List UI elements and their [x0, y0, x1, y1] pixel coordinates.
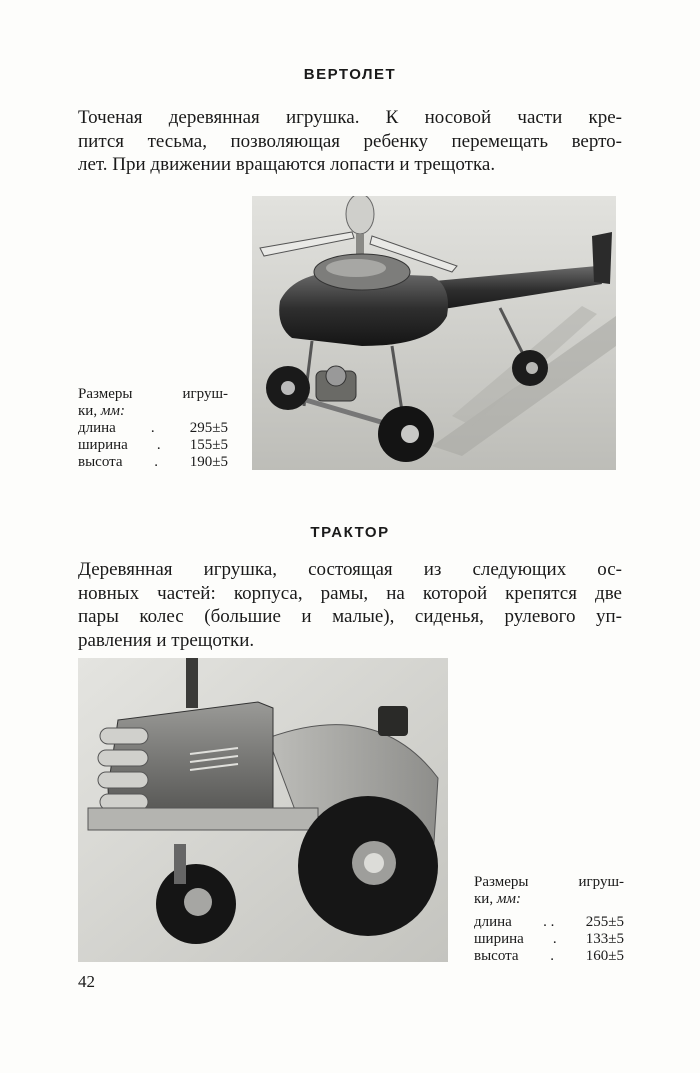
helicopter-illustration	[252, 196, 616, 470]
helicopter-line: пится тесьма, позволяющая ребенку перемещать верто-	[78, 130, 622, 152]
spec-dots: .	[154, 454, 159, 470]
spec-dots: .	[156, 437, 161, 453]
helicopter-specs	[78, 386, 228, 471]
specs-caption-text: ки,	[474, 891, 497, 907]
tractor-heading: ТРАКТОР	[310, 524, 390, 541]
spec-value: 190±5	[189, 454, 228, 470]
spec-row	[78, 437, 228, 454]
specs-caption-unit-line	[474, 891, 624, 908]
spec-value: 155±5	[189, 437, 228, 453]
spec-value: 295±5	[189, 420, 228, 436]
helicopter-line: лет. При движении вращаются лопасти и трещотка.	[78, 154, 496, 175]
tractor-line: равления и трещотки.	[78, 629, 255, 651]
tractor-description	[78, 558, 622, 652]
spec-row	[78, 454, 228, 471]
spec-row	[474, 931, 624, 948]
specs-unit: мм:	[496, 891, 521, 907]
spec-row	[474, 948, 624, 965]
spec-dots: .	[552, 931, 557, 947]
tractor-line: пары колес (большие и малые), сиденья, рулевого уп-	[78, 606, 622, 627]
spec-name: высота	[474, 948, 519, 964]
spec-row	[78, 420, 228, 437]
spec-name: длина	[474, 914, 512, 930]
specs-unit: мм:	[100, 403, 125, 419]
spec-value: 255±5	[585, 914, 624, 930]
specs-caption-text: ки,	[78, 403, 101, 419]
helicopter-line: Точеная деревянная игрушка. К носовой части кре-	[78, 107, 622, 128]
tractor-illustration	[78, 658, 448, 962]
spec-name: ширина	[78, 437, 128, 453]
spec-name: ширина	[474, 931, 524, 947]
spec-row	[474, 914, 624, 931]
spec-name: длина	[78, 420, 116, 436]
spec-dots: .	[150, 420, 155, 436]
tractor-line: новных частей: корпуса, рамы, на которой крепятся две	[78, 582, 622, 604]
tractor-specs	[474, 874, 624, 965]
page-number: 42	[78, 972, 95, 991]
spec-value: 133±5	[585, 931, 624, 947]
spec-dots: . .	[543, 914, 555, 930]
specs-caption-unit-line	[78, 403, 228, 420]
specs-caption: Размеры игруш-	[474, 874, 624, 890]
specs-caption: Размеры игруш-	[78, 386, 228, 402]
helicopter-photo	[252, 196, 616, 470]
tractor-line: Деревянная игрушка, состоящая из следующих ос-	[78, 559, 622, 580]
tractor-photo	[78, 658, 448, 962]
spec-dots: .	[550, 948, 555, 964]
helicopter-description	[78, 106, 622, 177]
helicopter-heading: ВЕРТОЛЕТ	[303, 66, 397, 83]
spec-value: 160±5	[585, 948, 624, 964]
spec-name: высота	[78, 454, 123, 470]
